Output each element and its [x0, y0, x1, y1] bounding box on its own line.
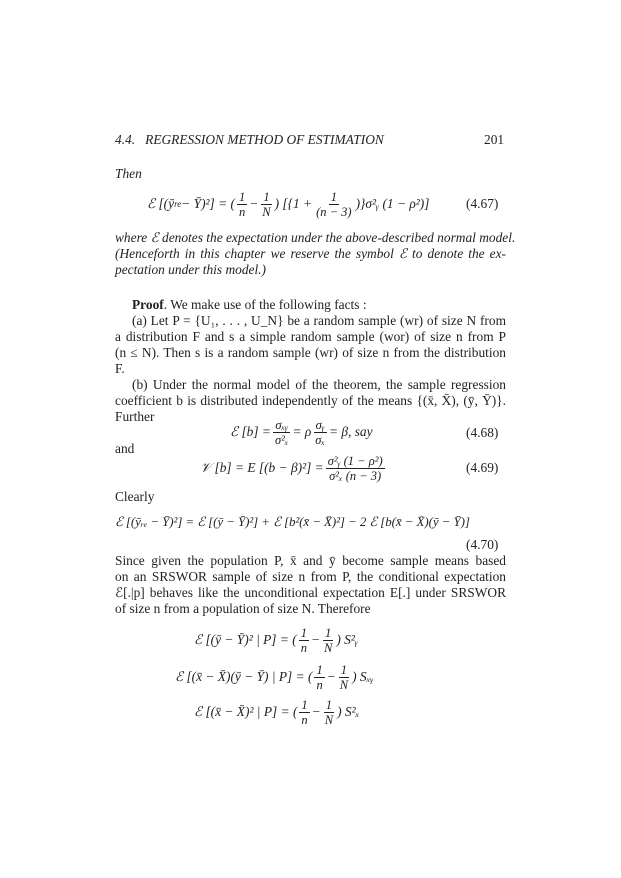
text-line: Further [115, 409, 155, 424]
equation-label-4-68: (4.68) [466, 425, 499, 440]
section-number: 4.4. [115, 132, 136, 147]
text-line: Since given the population P, x̄ and ȳ become sample means based [115, 553, 506, 568]
text-line: of size n from a population of size N. Therefore [115, 601, 371, 616]
text-line: F. [115, 361, 125, 376]
running-header [115, 132, 384, 148]
remark-line: where ℰ denotes the expectation under the above-described normal model. [115, 230, 516, 245]
text-line: (n ≤ N). Then s is a random sample (wr) of size n from the distribution [115, 345, 506, 360]
proof-label: Proof [132, 297, 164, 312]
clearly-text: Clearly [115, 489, 155, 504]
and-text: and [115, 441, 135, 456]
remark-line: (Henceforth in this chapter we reserve the symbol ℰ to denote the ex- [115, 246, 506, 261]
proof-intro: Proof. We make use of the following facts : [132, 297, 367, 312]
equation-conditional-cov: ℰ [(x̄ − X̄)(ȳ − Ȳ) | P] = ( 1 n − $\frac{1}{N}$ ) Sₓᵧ [175, 662, 374, 692]
text-line: ℰ[.|p] behaves like the unconditional expectation E[.] under SRSWOR [115, 585, 506, 600]
section-title: REGRESSION METHOD OF ESTIMATION [145, 132, 384, 147]
then-text: Then [115, 166, 142, 181]
equation-label-4-70: (4.70) [466, 537, 499, 552]
text-line: on an SRSWOR sample of size n from P, the conditional expectation [115, 569, 506, 584]
equation-4-67: ℰ [(ȳ re − Ȳ)²] = ( 1 n − $\frac{1}{N}$ ) [{1 + $\frac{1}{(n - 3)}$ )}σ²ᵧ (1 − ρ²)] [147, 189, 430, 219]
equation-label-4-67: (4.67) [466, 196, 499, 211]
text-line: coefficient b is distributed independently of the means {(x̄, X̄), (ȳ, Ȳ)}. [115, 393, 506, 408]
equation-4-69: 𝒱 [b] = E [(b − β)²] = $\frac{\text{σ²ᵧ (1 − ρ²)}}{\text{σ²ₓ (n − 3)}}$ [200, 453, 383, 483]
equation-label-4-69: (4.69) [466, 460, 499, 475]
equation-4-68: ℰ [b] = σₓᵧ σ²ₓ = ρ $\frac{\text{σᵧ}}{\text{σₓ}}$ = β, say [230, 417, 373, 447]
page-number: 201 [484, 132, 505, 147]
equation-conditional-var-y: ℰ [(ȳ − Ȳ)² | P] = ( 1 n − $\frac{1}{N}$ ) S²ᵧ [194, 625, 358, 655]
text-line: (a) Let P = {U₁, . . . , U_N} be a random sample (wr) of size N from [132, 313, 506, 328]
text-line: (b) Under the normal model of the theorem, the sample regression [132, 377, 506, 392]
remark-line: pectation under this model.) [115, 262, 266, 277]
equation-conditional-var-x: ℰ [(x̄ − X̄)² | P] = ( 1 n − $\frac{1}{N}$ ) S²ₓ [194, 697, 360, 727]
equation-4-70: ℰ [(ȳᵣₑ − Ȳ)²] = ℰ [(ȳ − Ȳ)²] + ℰ [b²(x̄ − X̄)²] − 2 ℰ [b(x̄ − X̄)(ȳ − Ȳ)] [115, 514, 470, 529]
text-line: a distribution F and s a simple random sample (wor) of size n from P [115, 329, 506, 344]
